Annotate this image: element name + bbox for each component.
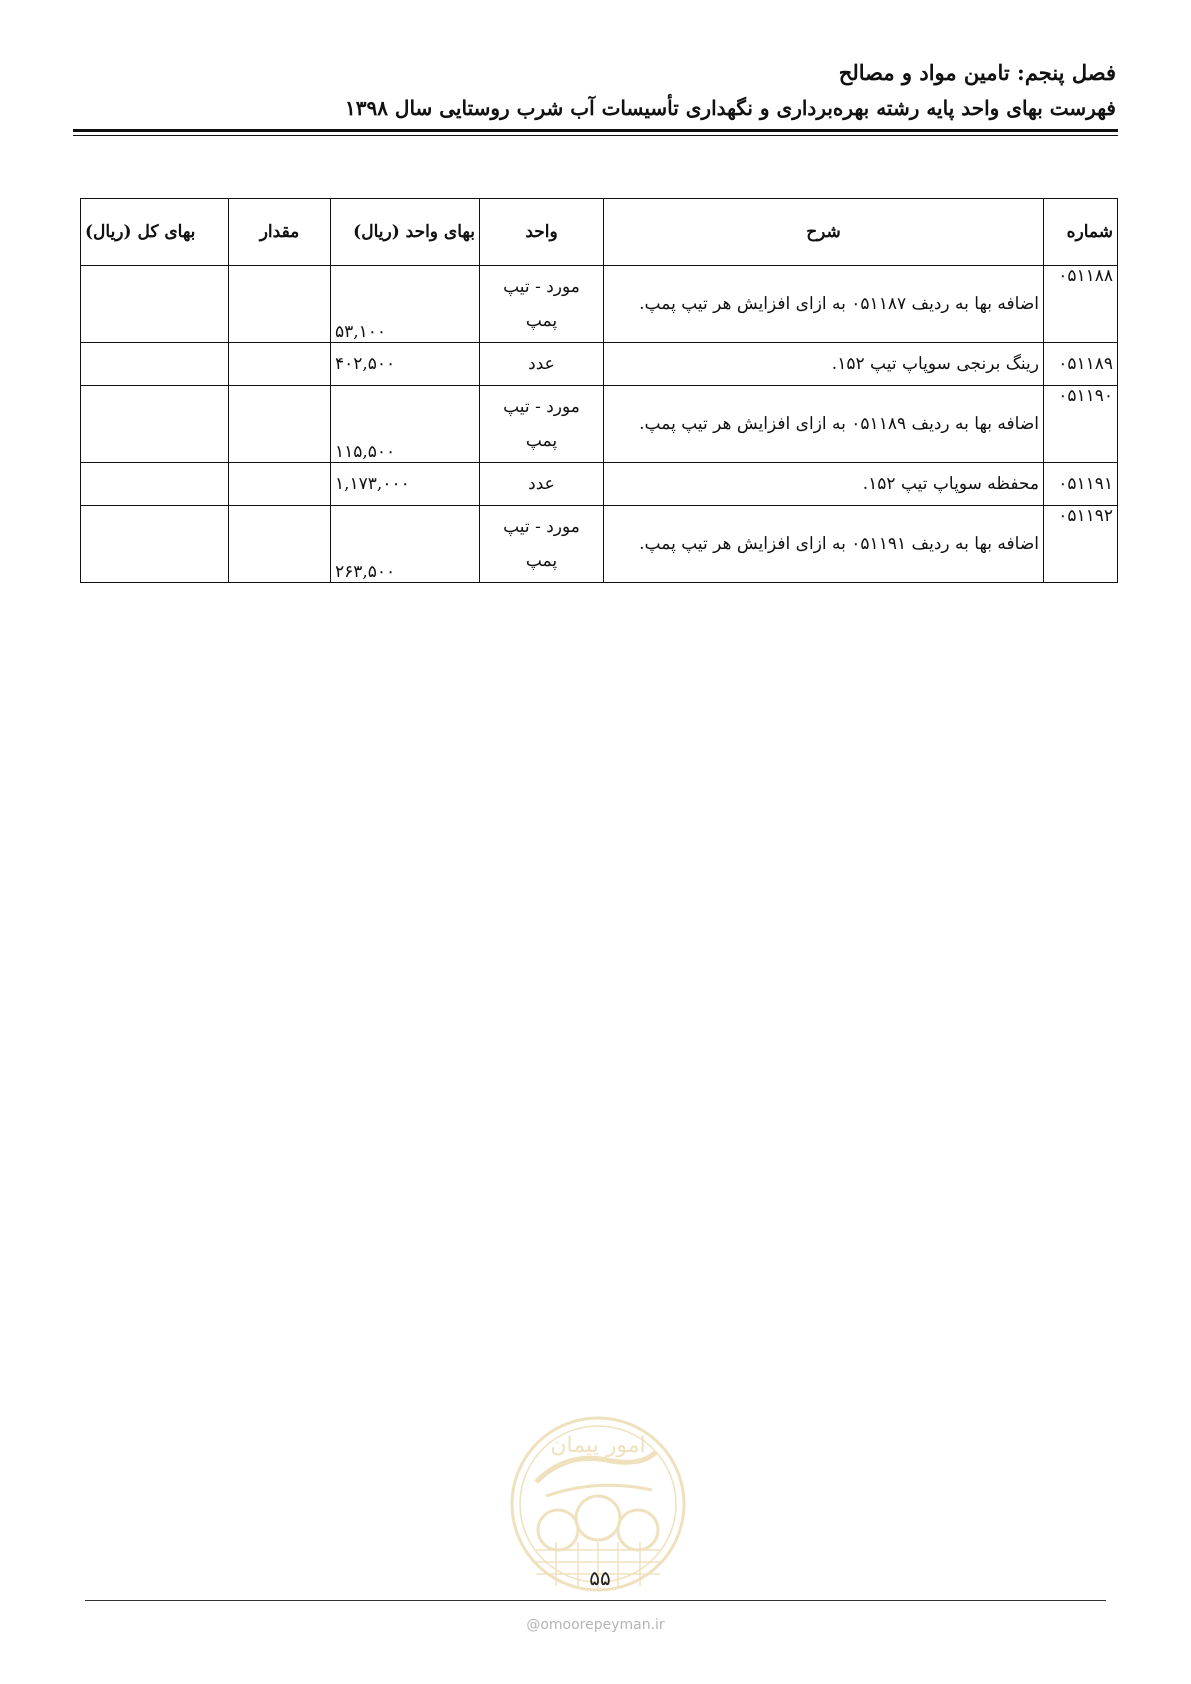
- item-number: ۰۵۱۱۸۹: [1044, 343, 1118, 386]
- header-number: شماره: [1044, 199, 1118, 266]
- item-total: [81, 463, 229, 506]
- unit-line-1: عدد: [528, 354, 555, 374]
- item-description: اضافه بها به ردیف ۰۵۱۱۸۹ به ازای افزایش هر تیپ پمپ.: [604, 386, 1044, 463]
- item-number: ۰۵۱۱۹۲: [1044, 506, 1118, 583]
- item-quantity: [229, 506, 331, 583]
- footer-divider: [85, 1600, 1106, 1601]
- table-row: [81, 506, 1118, 583]
- item-description: رینگ برنجی سوپاپ تیپ ۱۵۲.: [604, 343, 1044, 386]
- table-row: [81, 463, 1118, 506]
- unit-line-1: مورد - تیپ: [503, 517, 580, 537]
- header-divider-thick: [73, 129, 1118, 132]
- unit-line-1: عدد: [528, 474, 555, 494]
- header-description: شرح: [604, 199, 1044, 266]
- item-unit-price: ۱۱۵,۵۰۰: [331, 386, 480, 463]
- page-number: ۵۵: [589, 1566, 611, 1590]
- item-unit: [480, 266, 604, 343]
- item-total: [81, 386, 229, 463]
- header-total-price: بهای کل (ریال): [81, 199, 229, 266]
- item-description: محفظه سوپاپ تیپ ۱۵۲.: [604, 463, 1044, 506]
- item-quantity: [229, 266, 331, 343]
- item-number: ۰۵۱۱۹۱: [1044, 463, 1118, 506]
- item-unit-price: ۱,۱۷۳,۰۰۰: [331, 463, 480, 506]
- document-subtitle: فهرست بهای واحد پایه رشته بهره‌برداری و نگهداری تأسیسات آب شرب روستایی سال ۱۳۹۸: [344, 96, 1116, 120]
- item-quantity: [229, 463, 331, 506]
- item-unit-price: ۵۳,۱۰۰: [331, 266, 480, 343]
- website-watermark: @omoorepeyman.ir: [526, 1617, 665, 1633]
- item-unit-price: ۴۰۲,۵۰۰: [331, 343, 480, 386]
- price-list-table: [80, 198, 1118, 583]
- unit-line-2: پمپ: [525, 311, 558, 331]
- table-header-row: [81, 199, 1118, 266]
- item-total: [81, 343, 229, 386]
- table-row: [81, 386, 1118, 463]
- table-row: [81, 266, 1118, 343]
- item-unit: [480, 463, 604, 506]
- unit-line-1: مورد - تیپ: [503, 277, 580, 297]
- unit-line-2: پمپ: [525, 431, 558, 451]
- item-description: اضافه بها به ردیف ۰۵۱۱۹۱ به ازای افزایش هر تیپ پمپ.: [604, 506, 1044, 583]
- watermark-text: امور پیمان: [550, 1433, 646, 1458]
- item-total: [81, 506, 229, 583]
- item-quantity: [229, 386, 331, 463]
- table-row: [81, 343, 1118, 386]
- item-unit: [480, 343, 604, 386]
- header-divider-thin: [73, 135, 1118, 136]
- item-quantity: [229, 343, 331, 386]
- item-unit: [480, 506, 604, 583]
- item-description: اضافه بها به ردیف ۰۵۱۱۸۷ به ازای افزایش هر تیپ پمپ.: [604, 266, 1044, 343]
- header-quantity: مقدار: [229, 199, 331, 266]
- item-unit-price: ۲۶۳,۵۰۰: [331, 506, 480, 583]
- unit-line-2: پمپ: [525, 551, 558, 571]
- chapter-title: فصل پنجم: تامین مواد و مصالح: [838, 60, 1116, 85]
- unit-line-1: مورد - تیپ: [503, 397, 580, 417]
- header-unit: واحد: [480, 199, 604, 266]
- item-number: ۰۵۱۱۸۸: [1044, 266, 1118, 343]
- item-unit: [480, 386, 604, 463]
- item-total: [81, 266, 229, 343]
- item-number: ۰۵۱۱۹۰: [1044, 386, 1118, 463]
- header-unit-price: بهای واحد (ریال): [331, 199, 480, 266]
